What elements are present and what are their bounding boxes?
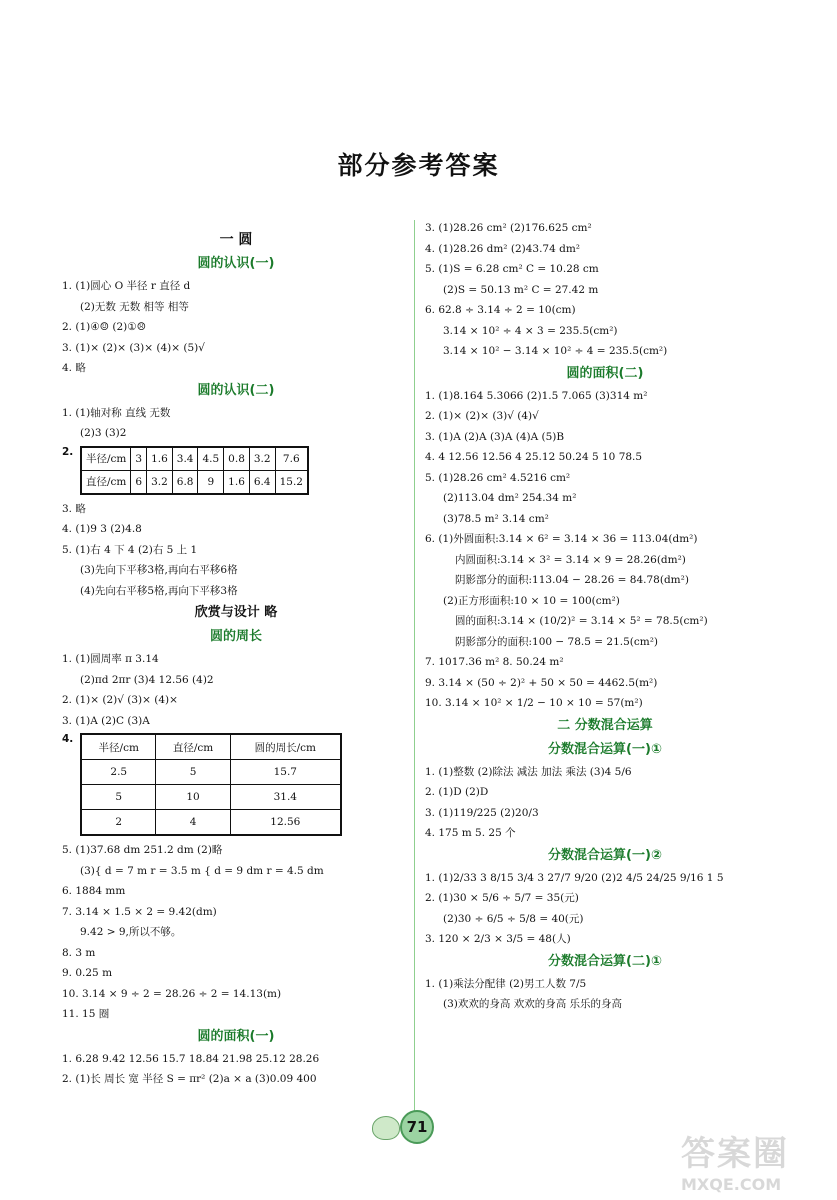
table-header: 直径/cm <box>156 734 230 760</box>
answer-line: 2. (1)长 周长 宽 半径 S = πr² (2)a × a (3)0.09 400 <box>62 1073 317 1085</box>
table-cell: 0.8 <box>224 447 250 471</box>
page-title: 部分参考答案 <box>337 151 500 180</box>
answer-line: 8. 3 m <box>62 946 96 959</box>
answer-line: 9. 3.14 × (50 ÷ 2)² + 50 × 50 = 4462.5(m²) <box>425 676 658 689</box>
left-column <box>62 228 410 1090</box>
answer-line: 6. (1)外圆面积:3.14 × 6² = 3.14 × 36 = 113.04(dm²) <box>425 533 698 545</box>
answer-line: 9. 0.25 m <box>62 967 113 979</box>
answer-line: 3. (1)× (2)× (3)× (4)× (5)√ <box>62 341 205 354</box>
table-cell: 15.2 <box>275 470 308 494</box>
section-title-area-1: 圆的面积(一) <box>197 1028 275 1044</box>
answer-line: 10. 3.14 × 9 ÷ 2 = 28.26 ÷ 2 = 14.13(m) <box>62 987 282 1000</box>
answer-line: 1. (1)2/33 3 8/15 3/4 3 27/7 9/20 (2)2 4/5 24/25 9/16 1 5 <box>425 871 724 884</box>
answer-line: (2)无数 无数 相等 相等 <box>80 300 189 313</box>
section-title-circle-1: 圆的认识(一) <box>197 256 275 271</box>
answer-line: (2)113.04 dm² 254.34 m² <box>443 492 577 504</box>
answer-line: 3. (1)28.26 cm² (2)176.625 cm² <box>425 222 592 234</box>
table-cell: 3.2 <box>249 447 275 471</box>
question-2-table-wrap <box>62 446 410 495</box>
table-cell: 3.2 <box>147 470 173 494</box>
answer-line: 3. (1)119/225 (2)20/3 <box>425 806 539 819</box>
table-row <box>81 785 341 810</box>
table-cell: 3.4 <box>172 447 198 471</box>
table-header: 半径/cm <box>81 734 156 760</box>
mascot-icon <box>372 1116 400 1140</box>
table-row <box>81 470 308 494</box>
table-cell: 15.7 <box>230 760 341 785</box>
answer-line: 3.14 × 10² − 3.14 × 10² ÷ 4 = 235.5(cm²) <box>443 345 668 357</box>
answer-line: 内圆面积:3.14 × 3² = 3.14 × 9 = 28.26(dm²) <box>455 553 686 566</box>
answer-line: (3){ d = 7 m r = 3.5 m { d = 9 dm r = 4.5 dm <box>80 864 324 877</box>
section-title-design: 欣赏与设计 略 <box>194 605 278 620</box>
answer-line: 2. (1)× (2)× (3)√ (4)√ <box>425 410 539 422</box>
circumference-table <box>80 733 342 836</box>
answer-line: (2)S = 50.13 m² C = 27.42 m <box>443 283 599 296</box>
table-cell: 6.8 <box>172 470 198 494</box>
answer-line: 阴影部分的面积:100 − 78.5 = 21.5(cm²) <box>455 635 659 648</box>
table-cell: 4 <box>156 810 230 836</box>
table-cell: 直径/cm <box>81 470 131 494</box>
answer-line: 1. (1)乘法分配律 (2)男工人数 7/5 <box>425 977 587 990</box>
table-row <box>81 810 341 836</box>
table-cell: 5 <box>81 785 156 810</box>
answer-line: (3)欢欢的身高 欢欢的身高 乐乐的身高 <box>443 998 623 1010</box>
table-cell: 7.6 <box>275 447 308 471</box>
page-number: 71 <box>400 1110 434 1144</box>
watermark-logo-text: 答案圈 <box>681 1134 789 1174</box>
question-4-table-wrap <box>62 733 410 836</box>
answer-line: 1. (1)圆心 O 半径 r 直径 d <box>62 280 191 292</box>
answer-line: 4. (1)28.26 dm² (2)43.74 dm² <box>425 242 581 255</box>
watermark <box>681 1126 831 1196</box>
answer-line: 3. (1)A (2)C (3)A <box>62 714 150 727</box>
page-number-badge <box>368 1108 448 1144</box>
table-cell: 12.56 <box>230 810 341 836</box>
answer-line: (2)正方形面积:10 × 10 = 100(cm²) <box>443 594 620 607</box>
table-row <box>81 447 308 471</box>
section-title-fraction-1-1: 分数混合运算(一)① <box>548 741 662 757</box>
answer-line: 4. 略 <box>62 362 86 374</box>
answer-line: (3)78.5 m² 3.14 cm² <box>443 512 549 525</box>
answer-line: 3. 略 <box>62 502 86 515</box>
answer-line: 1. (1)圆周率 π 3.14 <box>62 653 159 665</box>
section-title-circle-2: 圆的认识(二) <box>197 382 275 398</box>
right-column <box>425 218 785 1015</box>
answer-line: 3. 120 × 2/3 × 3/5 = 48(人) <box>425 933 571 945</box>
answer-line: 7. 1017.36 m² 8. 50.24 m² <box>425 656 564 668</box>
table-cell: 4.5 <box>198 447 224 471</box>
answer-line: 2. (1)30 × 5/6 ÷ 5/7 = 35(元) <box>425 892 579 904</box>
table-cell: 1.6 <box>147 447 173 471</box>
answer-line: 4. 4 12.56 12.56 4 25.12 50.24 5 10 78.5 <box>425 451 643 463</box>
table-cell: 10 <box>156 785 230 810</box>
answer-line: 2. (1)× (2)√ (3)× (4)× <box>62 694 178 706</box>
unit2-title: 二 分数混合运算 <box>557 717 653 733</box>
question-number: 4. <box>62 733 74 745</box>
answer-line: 5. (1)37.68 dm 251.2 dm (2)略 <box>62 844 223 856</box>
answer-line: 6. 62.8 ÷ 3.14 ÷ 2 = 10(cm) <box>425 304 576 316</box>
answer-line: 5. (1)28.26 cm² 4.5216 cm² <box>425 471 571 484</box>
answer-line: 2. (1)④☺ (2)①☹ <box>62 321 147 333</box>
unit1-title: 一 圆 <box>219 232 253 248</box>
answer-line: (2)30 ÷ 6/5 ÷ 5/8 = 40(元) <box>443 912 584 925</box>
answer-line: 1. (1)轴对称 直线 无数 <box>62 406 171 419</box>
watermark-url: MXQE.COM <box>681 1175 782 1194</box>
table-cell: 2.5 <box>81 760 156 785</box>
section-title-fraction-2-1: 分数混合运算(二)① <box>548 953 662 969</box>
answer-line: 5. (1)右 4 下 4 (2)右 5 上 1 <box>62 543 198 556</box>
answer-line: 1. 6.28 9.42 12.56 15.7 18.84 21.98 25.12 28.26 <box>62 1052 320 1065</box>
answer-line: 4. (1)9 3 (2)4.8 <box>62 523 142 535</box>
table-row <box>81 734 341 760</box>
section-title-area-2: 圆的面积(二) <box>566 365 644 381</box>
answer-line: (2)πd 2πr (3)4 12.56 (4)2 <box>80 673 214 686</box>
section-title-circumference: 圆的周长 <box>209 629 262 644</box>
question-number: 2. <box>62 445 74 458</box>
answer-line: (4)先向右平移5格,再向下平移3格 <box>80 584 238 597</box>
answer-line: (2)3 (3)2 <box>80 427 127 439</box>
answer-line: 1. (1)8.164 5.3066 (2)1.5 7.065 (3)314 m² <box>425 389 648 402</box>
table-cell: 31.4 <box>230 785 341 810</box>
table-cell: 9 <box>198 470 224 494</box>
table-header: 圆的周长/cm <box>230 734 341 760</box>
answer-line: 10. 3.14 × 10² × 1/2 − 10 × 10 = 57(m²) <box>425 697 643 709</box>
answer-line: 5. (1)S = 6.28 cm² C = 10.28 cm <box>425 263 599 275</box>
table-cell: 半径/cm <box>81 447 131 471</box>
answer-line: 9.42 > 9,所以不够。 <box>80 926 182 938</box>
table-cell: 6 <box>131 470 147 494</box>
answer-line: 11. 15 圈 <box>62 1008 110 1020</box>
answer-line: (3)先向下平移3格,再向右平移6格 <box>80 564 238 576</box>
table-cell: 5 <box>156 760 230 785</box>
answer-line: 2. (1)D (2)D <box>425 786 489 798</box>
answer-line: 阴影部分的面积:113.04 − 28.26 = 84.78(dm²) <box>455 574 689 586</box>
column-divider <box>414 220 415 1120</box>
answer-line: 圆的面积:3.14 × (10/2)² = 3.14 × 5² = 78.5(cm²) <box>455 615 708 627</box>
answer-line: 7. 3.14 × 1.5 × 2 = 9.42(dm) <box>62 905 217 918</box>
answer-line: 4. 175 m 5. 25 个 <box>425 827 516 839</box>
table-cell: 6.4 <box>249 470 275 494</box>
section-title-fraction-1-2: 分数混合运算(一)② <box>548 847 662 863</box>
radius-diameter-table <box>80 446 309 495</box>
table-cell: 3 <box>131 447 147 471</box>
table-cell: 1.6 <box>224 470 250 494</box>
answer-line: 1. (1)整数 (2)除法 减法 加法 乘法 (3)4 5/6 <box>425 765 632 778</box>
answer-line: 3. (1)A (2)A (3)A (4)A (5)B <box>425 430 565 443</box>
answer-line: 6. 1884 mm <box>62 885 126 897</box>
table-row <box>81 760 341 785</box>
answer-line: 3.14 × 10² ÷ 4 × 3 = 235.5(cm²) <box>443 324 618 337</box>
table-cell: 2 <box>81 810 156 836</box>
